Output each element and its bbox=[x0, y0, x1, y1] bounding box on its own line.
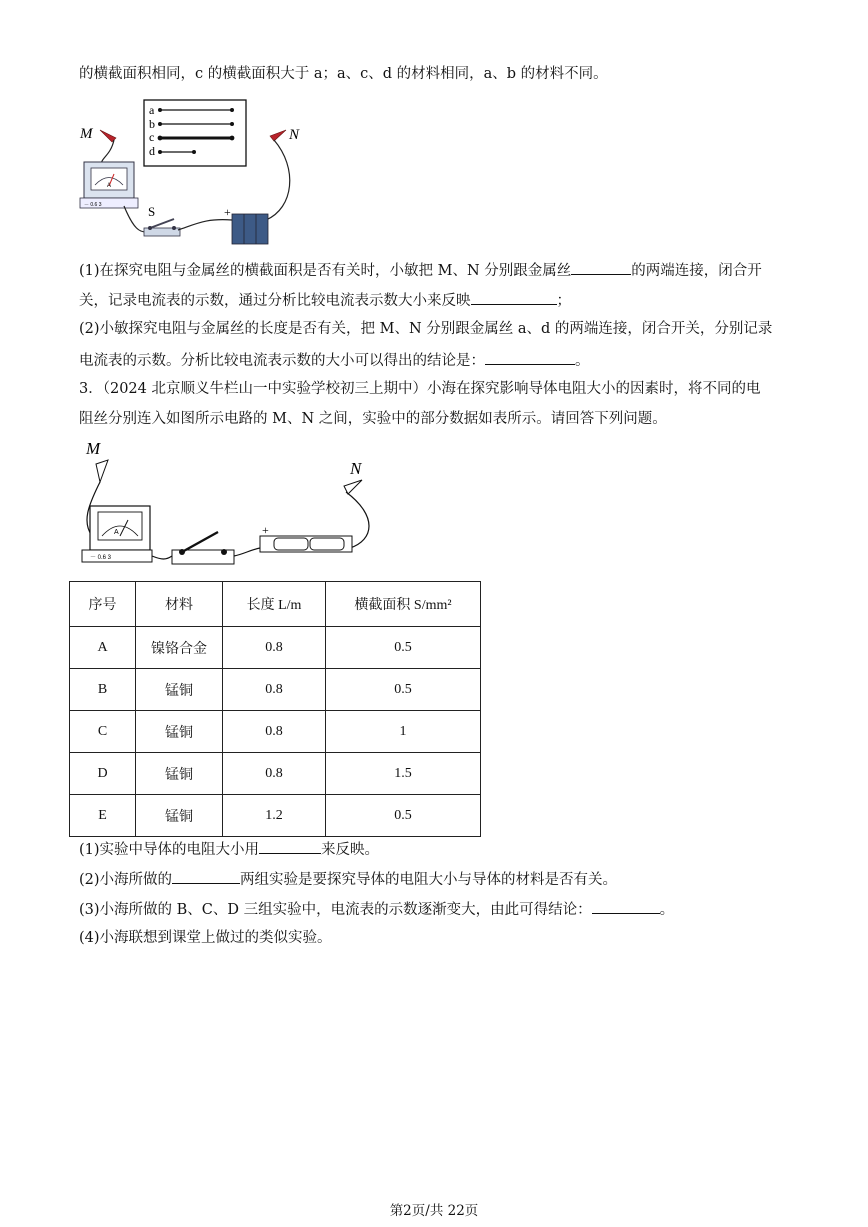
q2-line-2 bbox=[79, 349, 590, 371]
q1-line-1 bbox=[79, 259, 762, 281]
meter-scale-label-2: A bbox=[114, 529, 119, 536]
text-line-materials: 的横截面积相同，c 的横截面积大于 a；a、c、d 的材料相同，a、b 的材料不同。 bbox=[79, 66, 608, 82]
terminal-n-label: N bbox=[289, 127, 300, 143]
sub3-blank bbox=[592, 898, 660, 914]
q1-text-a: (1)在探究电阻与金属丝的横截面积是否有关时，小敏把 M、N 分别跟金属丝 bbox=[79, 263, 572, 279]
sub2-text-b: 两组实验是要探究导体的电阻大小与导体的材料是否有关。 bbox=[240, 872, 618, 888]
battery-icon-2 bbox=[260, 536, 352, 552]
cell-area: 0.5 bbox=[326, 627, 481, 669]
ammeter-icon-2 bbox=[82, 506, 152, 562]
cell-area: 0.5 bbox=[326, 795, 481, 837]
header-material: 材料 bbox=[136, 582, 223, 627]
wire-label-a: a bbox=[149, 103, 155, 117]
switch-icon-2 bbox=[172, 532, 234, 564]
clip-n-icon bbox=[270, 130, 286, 141]
cell-index: A bbox=[70, 627, 136, 669]
cell-length: 1.2 bbox=[223, 795, 326, 837]
meter-scale-label: A bbox=[107, 183, 112, 189]
cell-material: 锰铜 bbox=[136, 711, 223, 753]
sub1-text-a: (1)实验中导体的电阻大小用 bbox=[79, 842, 260, 858]
terminal-n-label-2: N bbox=[350, 459, 362, 478]
switch-icon bbox=[144, 219, 180, 236]
q1-blank-1 bbox=[571, 259, 631, 275]
battery-icon bbox=[232, 214, 268, 244]
header-length: 长度 L/m bbox=[223, 582, 326, 627]
q1-text-d: ； bbox=[556, 293, 571, 309]
cell-area: 1 bbox=[326, 711, 481, 753]
table-row bbox=[70, 795, 481, 837]
q1-text-b: 的两端连接，闭合开 bbox=[631, 263, 762, 279]
circuit-figure-2 bbox=[78, 436, 388, 574]
q2-text-c: 。 bbox=[575, 353, 590, 369]
p3-line-2: 阻丝分别连入如图所示电路的 M、N 之间，实验中的部分数据如表所示。请回答下列问题。 bbox=[79, 411, 667, 427]
table-row bbox=[70, 669, 481, 711]
wire-label-b: b bbox=[149, 117, 155, 131]
sub2-line bbox=[79, 868, 617, 890]
cell-length: 0.8 bbox=[223, 669, 326, 711]
data-table bbox=[69, 581, 481, 837]
wire-label-c: c bbox=[149, 130, 155, 144]
cell-area: 1.5 bbox=[326, 753, 481, 795]
cell-index: B bbox=[70, 669, 136, 711]
wire-label-d: d bbox=[149, 144, 155, 158]
meter-terminal-label-2: － 0.6 3 bbox=[90, 555, 112, 561]
q2-text-b: 电流表的示数。分析比较电流表示数的大小可以得出的结论是： bbox=[79, 353, 485, 369]
sub2-text-a: (2)小海所做的 bbox=[79, 872, 173, 888]
cell-length: 0.8 bbox=[223, 627, 326, 669]
circuit-figure-1 bbox=[76, 98, 316, 248]
sub1-text-b: 来反映。 bbox=[321, 842, 380, 858]
q2-line-1: (2)小敏探究电阻与金属丝的长度是否有关，把 M、N 分别跟金属丝 a、d 的两端连接，闭合开关，分别记录 bbox=[79, 321, 773, 337]
battery-plus-label-2: + bbox=[262, 523, 269, 537]
sub4-line: (4)小海联想到课堂上做过的类似实验。 bbox=[79, 930, 332, 946]
cell-length: 0.8 bbox=[223, 711, 326, 753]
cell-material: 锰铜 bbox=[136, 795, 223, 837]
cell-material: 锰铜 bbox=[136, 753, 223, 795]
clip-m-icon-2 bbox=[96, 460, 108, 482]
cell-length: 0.8 bbox=[223, 753, 326, 795]
meter-terminal-label: － 0.6 3 bbox=[84, 202, 102, 208]
sub3-text-a: (3)小海所做的 B、C、D 三组实验中，电流表的示数逐渐变大，由此可得结论： bbox=[79, 902, 592, 918]
terminal-m-label-2: M bbox=[86, 439, 101, 458]
p3-line-1: 3．（2024 北京顺义牛栏山一中实验学校初三上期中）小海在探究影响导体电阻大小的因素时，将不同的电 bbox=[79, 381, 761, 397]
q2-blank bbox=[485, 349, 575, 365]
table-header-row bbox=[70, 582, 481, 627]
table-row bbox=[70, 753, 481, 795]
q1-blank-2 bbox=[471, 289, 557, 305]
page-footer: 第2页/共 22页 bbox=[389, 1203, 479, 1219]
sub3-line bbox=[79, 898, 674, 920]
q1-text-c: 关，记录电流表的示数，通过分析比较电流表示数大小来反映 bbox=[79, 293, 471, 309]
sub1-line bbox=[79, 838, 379, 860]
terminal-m-label: M bbox=[80, 126, 93, 142]
ammeter-icon bbox=[80, 162, 138, 208]
cell-material: 镍铬合金 bbox=[136, 627, 223, 669]
cell-area: 0.5 bbox=[326, 669, 481, 711]
table-row bbox=[70, 627, 481, 669]
cell-material: 锰铜 bbox=[136, 669, 223, 711]
cell-index: E bbox=[70, 795, 136, 837]
sub2-blank bbox=[172, 868, 240, 884]
table-row bbox=[70, 711, 481, 753]
battery-plus-label: + bbox=[224, 205, 231, 219]
sub1-blank bbox=[259, 838, 321, 854]
header-area: 横截面积 S/mm² bbox=[326, 582, 481, 627]
sub3-text-b: 。 bbox=[659, 902, 675, 918]
switch-label: S bbox=[148, 204, 156, 219]
header-index: 序号 bbox=[70, 582, 136, 627]
cell-index: D bbox=[70, 753, 136, 795]
cell-index: C bbox=[70, 711, 136, 753]
q1-line-2 bbox=[79, 289, 571, 311]
